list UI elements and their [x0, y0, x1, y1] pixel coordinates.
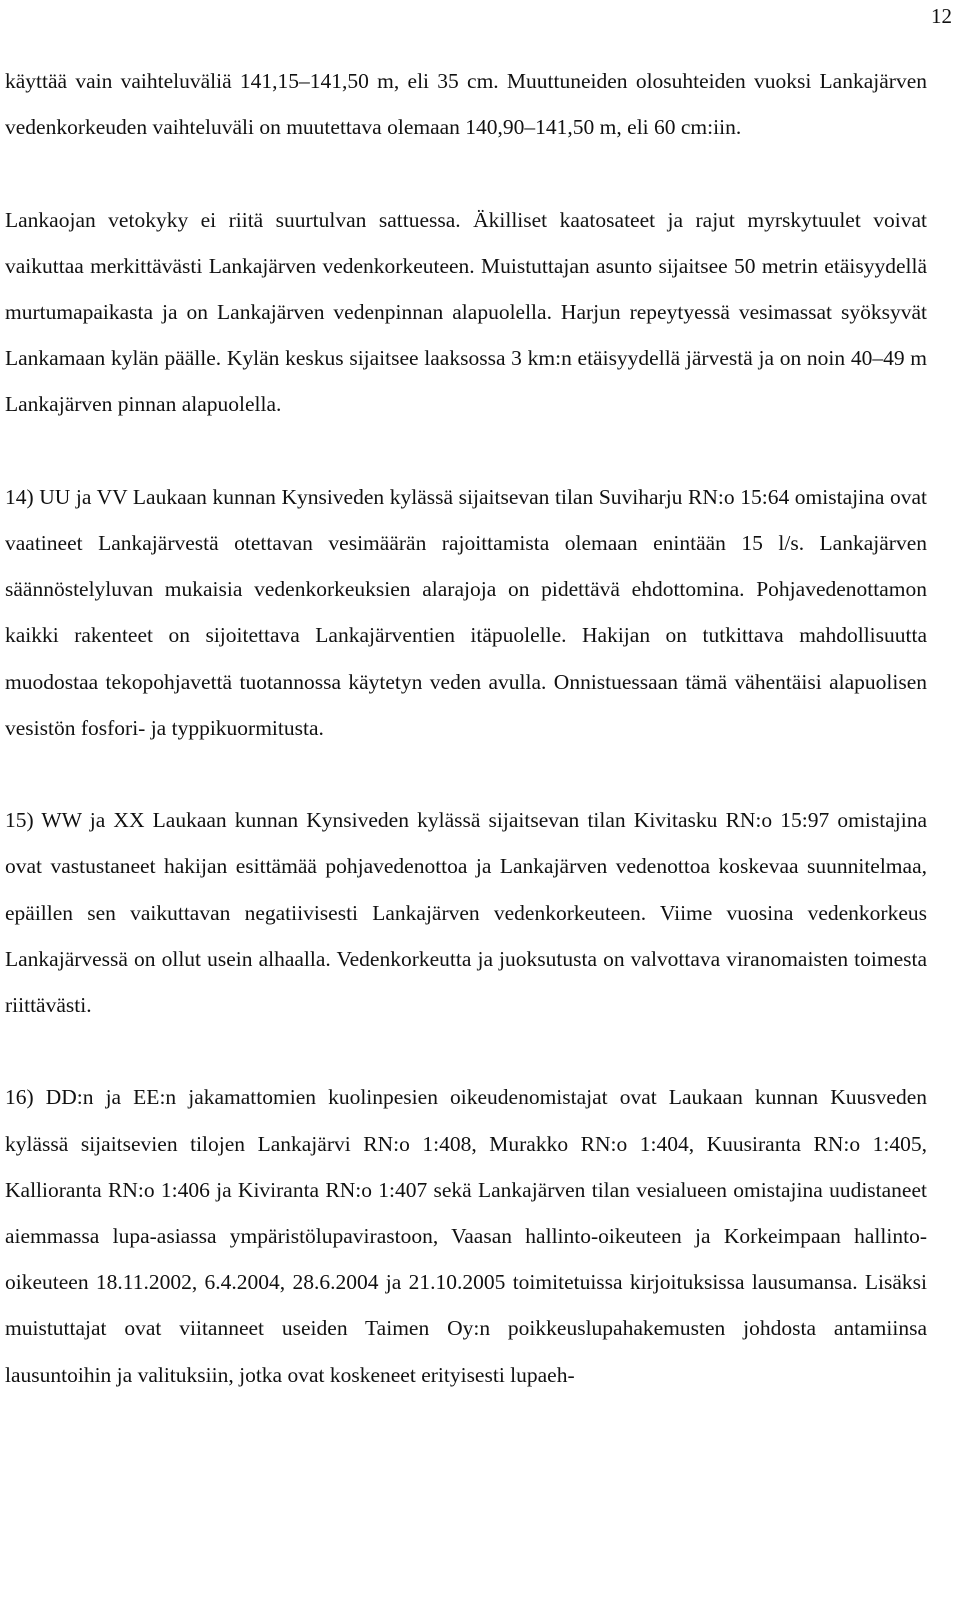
paragraph-lankaoja-capacity: Lankaojan vetokyky ei riitä suurtulvan sattuessa. Äkilliset kaatosateet ja rajut myrskytuulet voivat vaikuttaa merkittävästi Lankajärven vedenkorkeuteen. Muistuttajan asunto sijaitsee 50 metrin etäisyydellä murtumapaikasta ja on Lankajärven vedenpinnan alapuolella. Harjun repeytyessä vesimassat syöksyvät Lankamaan kylän päälle. Kylän keskus sijaitsee laaksossa 3 km:n etäisyydellä järvestä ja on noin 40–49 m Lankajärven pinnan alapuolella. — [5, 207, 927, 417]
paragraph-objection-14: 14) UU ja VV Laukaan kunnan Kynsiveden kylässä sijaitsevan tilan Suviharju RN:o 15:64 omistajina ovat vaatineet Lankajärvestä otettavan vesimäärän rajoittamista olemaan enintään 15 l/s. Lankajärven säännöstelyluvan mukaisia vedenkorkeuksien alarajoja on pidettävä ehdottomina. Pohjavedenottamon kaikki rakenteet on sijoitettava Lankajärventien itäpuolelle. Hakijan on tutkittava mahdollisuutta muodostaa tekopohjavettä tuotannossa käytetyn veden avulla. Onnistuessaan tämä vähentäisi alapuolisen vesistön fosfori- ja typpikuormitusta. — [5, 484, 927, 740]
document-body — [5, 58, 927, 1398]
paragraph-objection-15: 15) WW ja XX Laukaan kunnan Kynsiveden kylässä sijaitsevan tilan Kivitasku RN:o 15:97 omistajina ovat vastustaneet hakijan esittämää pohjavedenottoa ja Lankajärven vedenottoa koskevaa suunnitelmaa, epäillen sen vaikuttavan negatiivisesti Lankajärven vedenkorkeuteen. Viime vuosina vedenkorkeus Lankajärvessä on ollut usein alhaalla. Vedenkorkeutta ja juoksutusta on valvottava viranomaisten toimesta riittävästi. — [5, 808, 927, 1018]
page-number: 12 — [931, 4, 952, 28]
paragraph-water-level-range: käyttää vain vaihteluväliä 141,15–141,50 m, eli 35 cm. Muuttuneiden olosuhteiden vuoksi Lankajärven vedenkorkeuden vaihteluväli on muutettava olemaan 140,90–141,50 m, eli 60 cm:iin. — [5, 69, 927, 140]
paragraph-objection-16: 16) DD:n ja EE:n jakamattomien kuolinpesien oikeudenomistajat ovat Laukaan kunnan Kuusveden kylässä sijaitsevien tilojen Lankajärvi RN:o 1:408, Murakko RN:o 1:404, Kuusiranta RN:o 1:405, Kallioranta RN:o 1:406 ja Kiviranta RN:o 1:407 sekä Lankajärven tilan vesialueen omistajina uudistaneet aiemmassa lupa-asiassa ympäristölupavirastoon, Vaasan hallinto-oikeuteen ja Korkeimpaan hallinto-oikeuteen 18.11.2002, 6.4.2004, 28.6.2004 ja 21.10.2005 toimitetuissa kirjoituksissa lausumansa. Lisäksi muistuttajat ovat viitanneet useiden Taimen Oy:n poikkeuslupahakemusten johdosta antamiinsa lausuntoihin ja valituksiin, jotka ovat koskeneet erityisesti lupaeh- — [5, 1085, 927, 1387]
